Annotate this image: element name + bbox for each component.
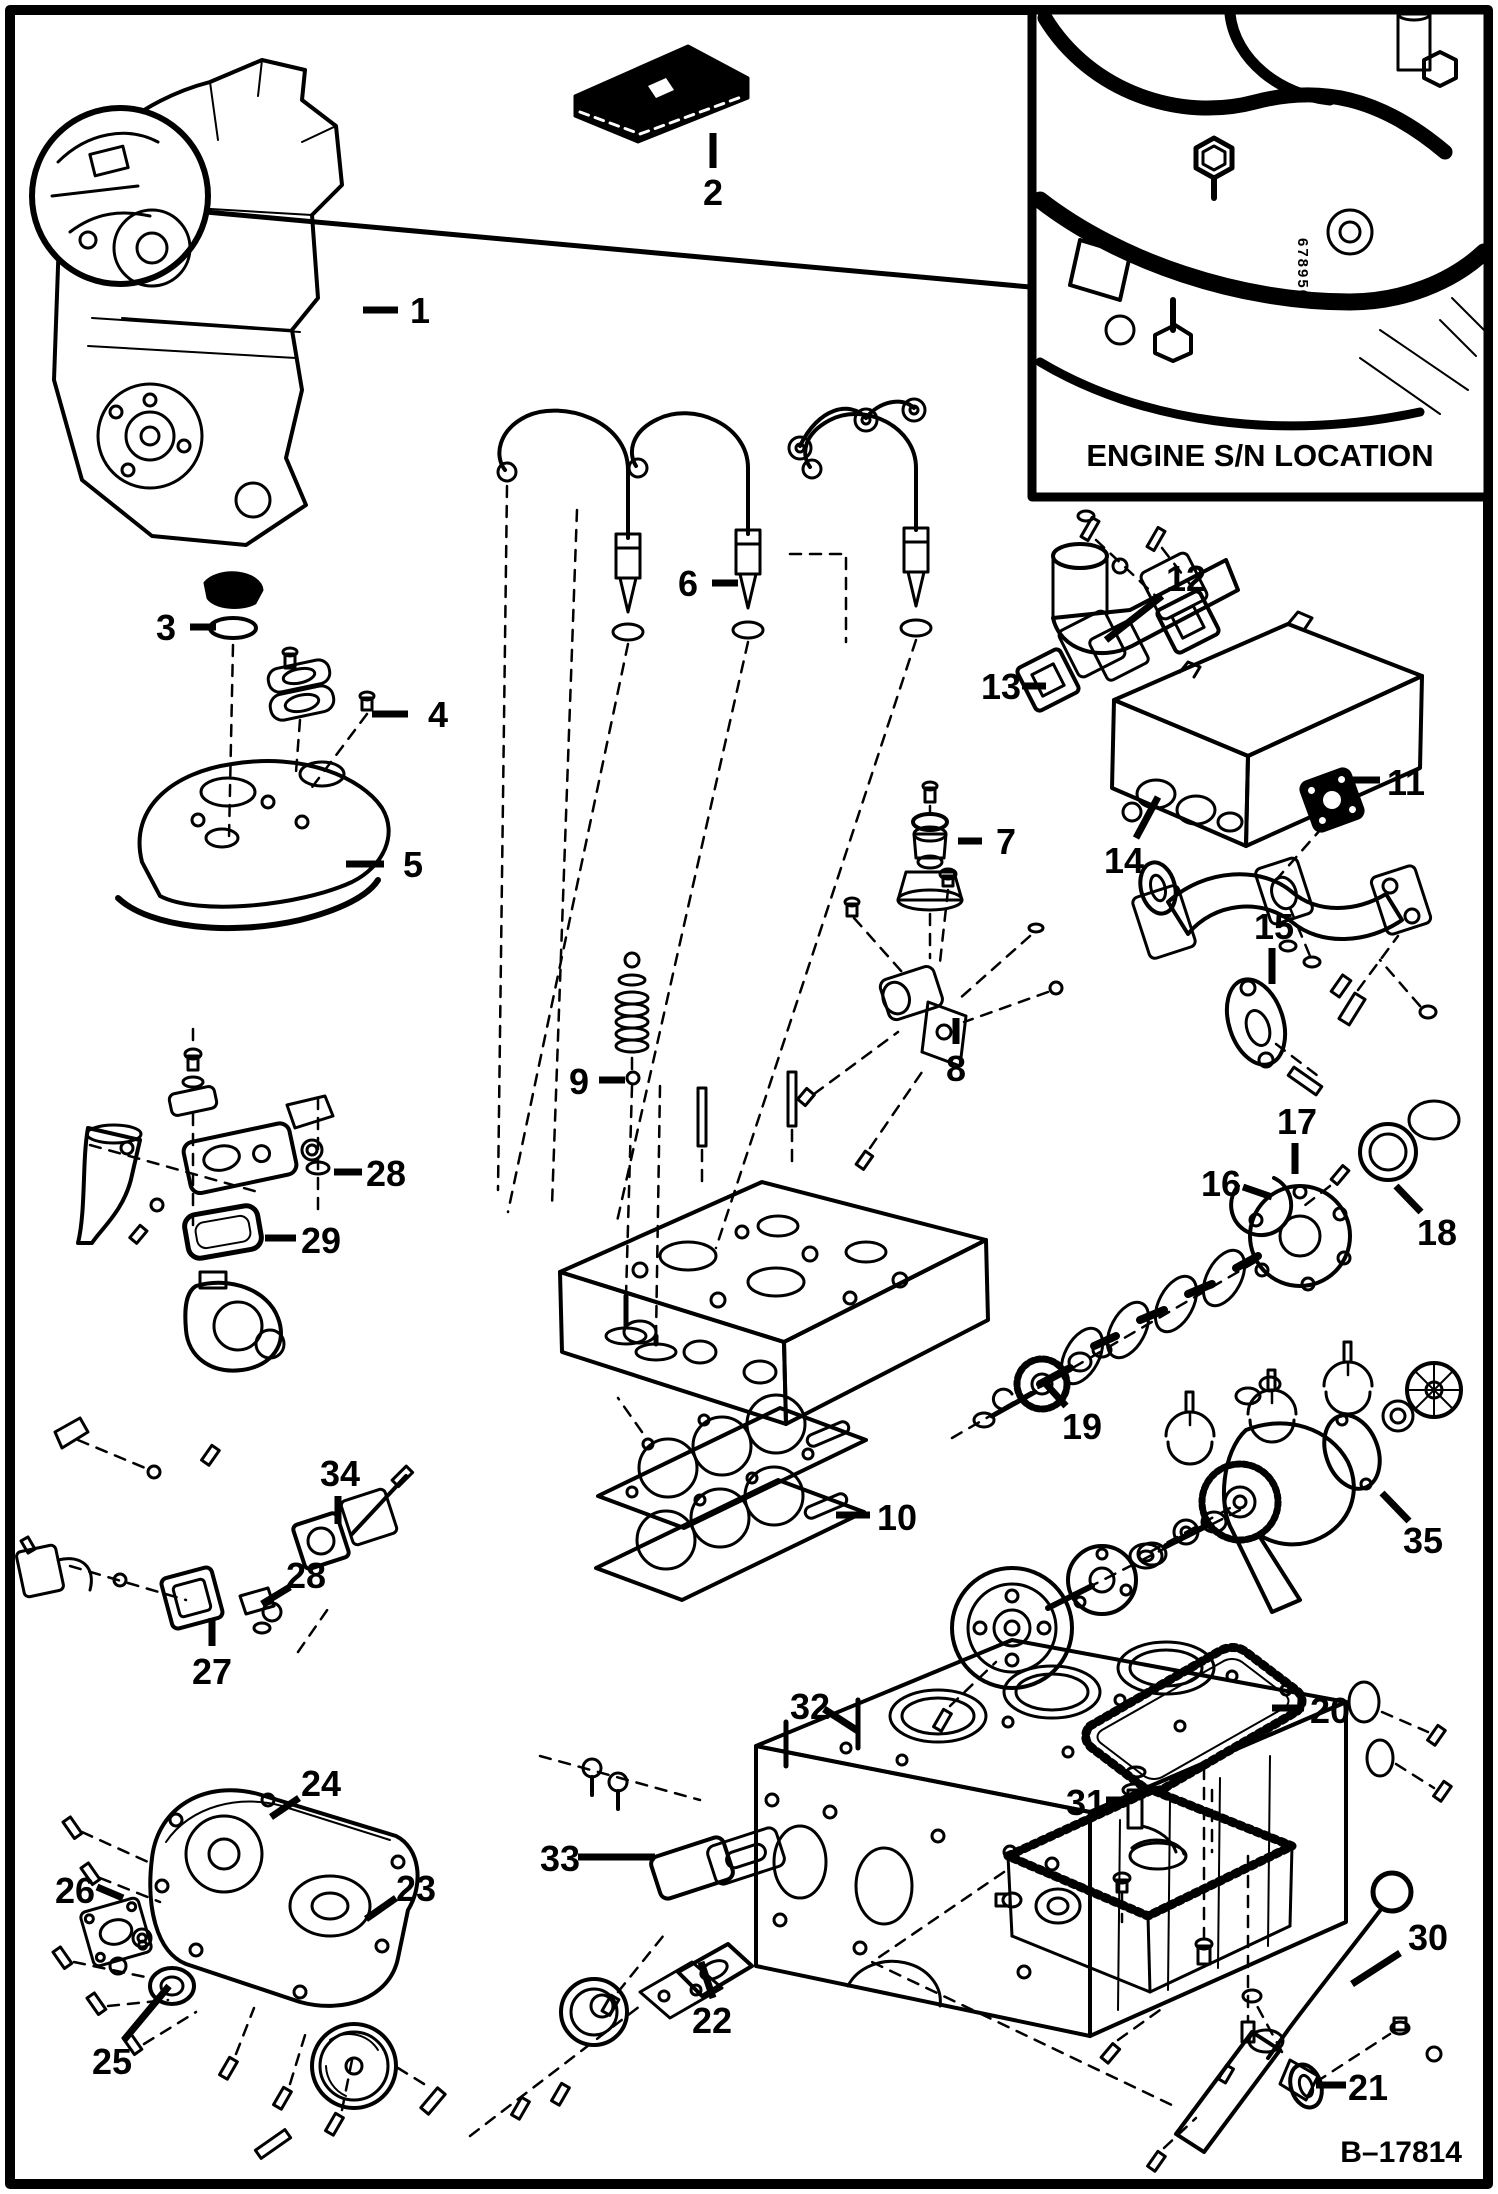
callout-17: 17: [1276, 1101, 1318, 1142]
callout-7: 7: [995, 821, 1017, 862]
callout-11: 11: [1386, 762, 1426, 803]
figure-code: B–17814: [1340, 2136, 1462, 2169]
callout-13: 13: [980, 666, 1022, 707]
callout-4: 4: [427, 694, 449, 735]
callout-26: 26: [54, 1870, 96, 1911]
callout-3: 3: [155, 607, 177, 648]
callout-9: 9: [568, 1061, 590, 1102]
callout-6: 6: [677, 563, 699, 604]
callout-15: 15: [1253, 906, 1295, 947]
callout-24: 24: [300, 1763, 342, 1804]
callout-10: 10: [876, 1497, 918, 1538]
callout-18: 18: [1416, 1212, 1458, 1253]
inset-serial-number: 678956: [1294, 238, 1311, 301]
callout-5: 5: [402, 844, 424, 885]
magnifier-circle: [32, 108, 208, 286]
callout-33: 33: [539, 1838, 581, 1879]
callout-34: 34: [319, 1453, 361, 1494]
callout-12: 12: [1165, 558, 1207, 599]
callout-21: 21: [1347, 2067, 1389, 2108]
callout-14: 14: [1103, 840, 1145, 881]
callout-16: 16: [1200, 1163, 1242, 1204]
callout-20: 20: [1309, 1690, 1351, 1731]
callout-28: 28: [365, 1153, 407, 1194]
callout-30: 30: [1407, 1917, 1449, 1958]
callout-2: 2: [702, 172, 724, 213]
callout-35: 35: [1402, 1520, 1444, 1561]
callout-8: 8: [945, 1048, 967, 1089]
callout-29: 29: [300, 1220, 342, 1261]
callout-28: 28: [285, 1555, 327, 1596]
inset-title: ENGINE S/N LOCATION: [1086, 438, 1434, 473]
callout-22: 22: [691, 2000, 733, 2041]
callout-25: 25: [91, 2041, 133, 2082]
callout-27: 27: [191, 1651, 233, 1692]
callout-31: 31: [1065, 1782, 1107, 1823]
callout-32: 32: [789, 1686, 831, 1727]
callout-19: 19: [1061, 1406, 1103, 1447]
engine-sn-inset: [1032, 8, 1488, 497]
callout-1: 1: [409, 290, 431, 331]
callout-23: 23: [395, 1868, 437, 1909]
